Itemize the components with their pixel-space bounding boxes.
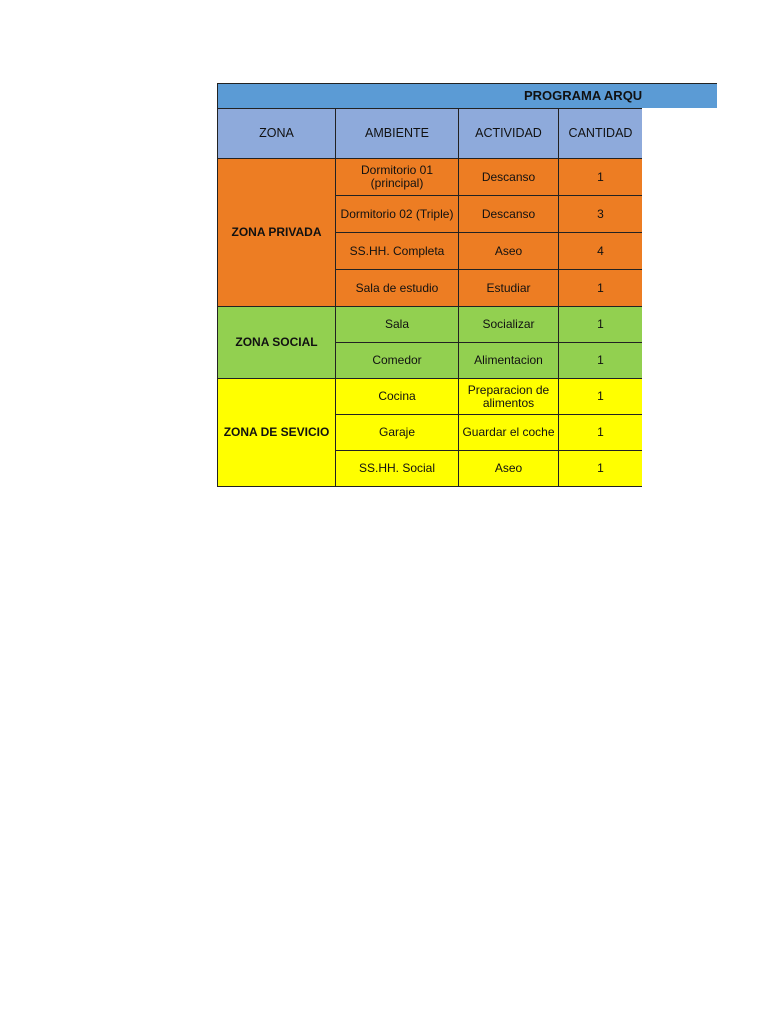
- actividad-cell: Alimentacion: [459, 343, 559, 379]
- table-row: [218, 159, 643, 196]
- ambiente-cell: Dormitorio 02 (Triple): [336, 196, 459, 233]
- ambiente-cell: Garaje: [336, 415, 459, 451]
- ambiente-cell: Cocina: [336, 379, 459, 415]
- cantidad-cell: 1: [559, 415, 643, 451]
- actividad-cell: Descanso: [459, 159, 559, 196]
- program-table: [217, 108, 642, 487]
- title-bar: [217, 83, 717, 108]
- ambiente-cell: SS.HH. Completa: [336, 233, 459, 270]
- actividad-cell: Descanso: [459, 196, 559, 233]
- cantidad-cell: 1: [559, 159, 643, 196]
- cantidad-cell: 1: [559, 307, 643, 343]
- header-zona: ZONA: [218, 109, 336, 159]
- zone-servicio-cell: ZONA DE SEVICIO: [218, 379, 336, 487]
- actividad-cell: Preparacion de alimentos: [459, 379, 559, 415]
- cantidad-cell: 1: [559, 451, 643, 487]
- zone-privada-cell: ZONA PRIVADA: [218, 159, 336, 307]
- cantidad-cell: 4: [559, 233, 643, 270]
- ambiente-cell: Sala: [336, 307, 459, 343]
- table-title: PROGRAMA ARQU: [524, 88, 643, 103]
- cantidad-cell: 3: [559, 196, 643, 233]
- actividad-cell: Socializar: [459, 307, 559, 343]
- table-row: [218, 379, 643, 415]
- cantidad-cell: 1: [559, 379, 643, 415]
- header-cantidad: CANTIDAD: [559, 109, 643, 159]
- actividad-cell: Aseo: [459, 233, 559, 270]
- ambiente-cell: Comedor: [336, 343, 459, 379]
- header-row: [218, 109, 643, 159]
- ambiente-cell: Dormitorio 01 (principal): [336, 159, 459, 196]
- header-ambiente: AMBIENTE: [336, 109, 459, 159]
- zone-social-cell: ZONA SOCIAL: [218, 307, 336, 379]
- ambiente-cell: SS.HH. Social: [336, 451, 459, 487]
- table-row: [218, 307, 643, 343]
- actividad-cell: Guardar el coche: [459, 415, 559, 451]
- header-actividad: ACTIVIDAD: [459, 109, 559, 159]
- actividad-cell: Aseo: [459, 451, 559, 487]
- ambiente-cell: Sala de estudio: [336, 270, 459, 307]
- table-container: [217, 108, 642, 487]
- actividad-cell: Estudiar: [459, 270, 559, 307]
- cantidad-cell: 1: [559, 343, 643, 379]
- cantidad-cell: 1: [559, 270, 643, 307]
